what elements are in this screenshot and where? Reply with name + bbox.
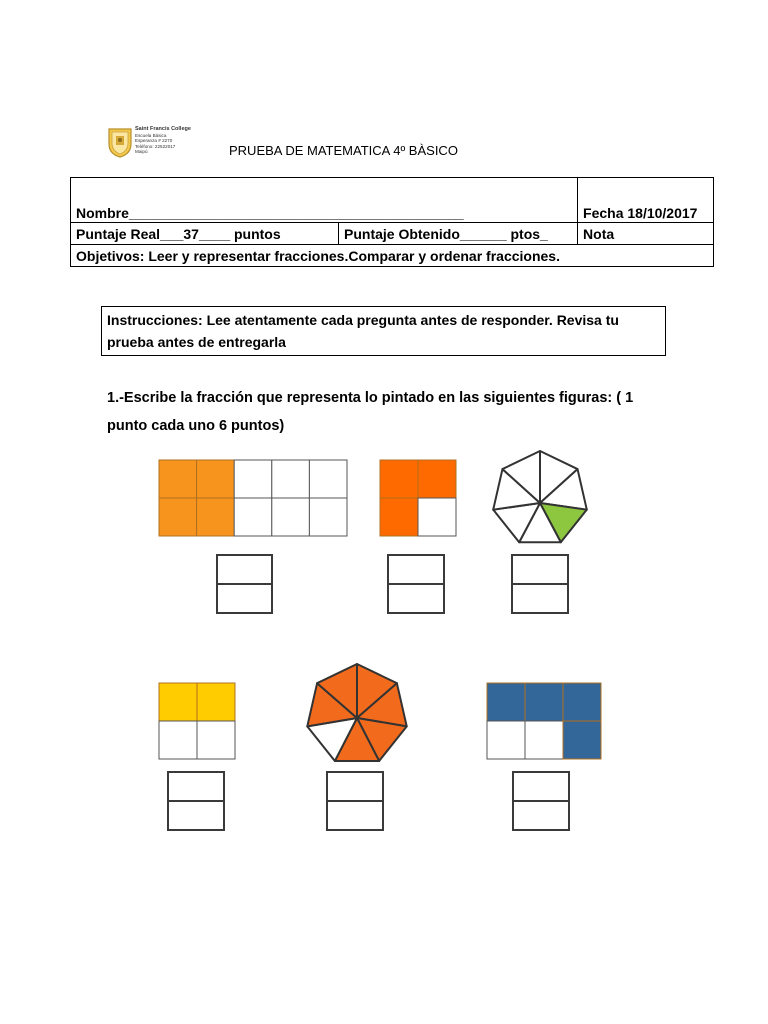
date-field: Fecha 18/10/2017 bbox=[578, 178, 714, 223]
shaded-cell bbox=[197, 683, 235, 721]
fraction-bar bbox=[513, 583, 567, 585]
shaded-cell bbox=[525, 683, 563, 721]
unshaded-cell bbox=[234, 460, 272, 498]
answer-box-3[interactable] bbox=[511, 554, 569, 614]
objectives: Objetivos: Leer y representar fracciones.Comparar y ordenar fracciones. bbox=[71, 245, 714, 267]
shaded-cell bbox=[159, 683, 197, 721]
answer-box-2[interactable] bbox=[387, 554, 445, 614]
school-logo bbox=[107, 126, 202, 160]
unshaded-cell bbox=[272, 460, 310, 498]
shaded-cell bbox=[418, 460, 456, 498]
school-logo-text: Saint Francis College Escuela Básica Esperanza # 2270 Teléfono: 22522017 Maipú bbox=[135, 126, 191, 155]
instructions-box: Instrucciones: Lee atentamente cada pregunta antes de responder. Revisa tu prueba antes de entregarla bbox=[101, 306, 666, 356]
unshaded-cell bbox=[309, 498, 347, 536]
fraction-bar bbox=[328, 800, 382, 802]
figure-6-rectangle-grid bbox=[486, 682, 602, 761]
shaded-cell bbox=[563, 721, 601, 759]
page-title: PRUEBA DE MATEMATICA 4º BÀSICO bbox=[229, 143, 458, 158]
shaded-cell bbox=[563, 683, 601, 721]
grade-field[interactable]: Nota bbox=[578, 223, 714, 245]
answer-box-6[interactable] bbox=[512, 771, 570, 831]
fraction-bar bbox=[389, 583, 443, 585]
shaded-cell bbox=[380, 498, 418, 536]
fraction-bar bbox=[169, 800, 223, 802]
obtained-score-field[interactable]: Puntaje Obtenido______ ptos_ bbox=[339, 223, 578, 245]
fraction-bar bbox=[514, 800, 568, 802]
answer-box-1[interactable] bbox=[216, 554, 273, 614]
unshaded-cell bbox=[272, 498, 310, 536]
name-field[interactable]: Nombre___________________________________________ bbox=[71, 178, 578, 223]
unshaded-cell bbox=[487, 721, 525, 759]
unshaded-cell bbox=[234, 498, 272, 536]
shaded-cell bbox=[197, 498, 235, 536]
shaded-cell bbox=[380, 460, 418, 498]
figure-5-heptagon bbox=[303, 660, 411, 765]
unshaded-cell bbox=[159, 721, 197, 759]
fraction-bar bbox=[218, 583, 271, 585]
student-info-table bbox=[70, 177, 714, 267]
shaded-cell bbox=[487, 683, 525, 721]
figure-2-square-grid bbox=[379, 459, 457, 538]
unshaded-cell bbox=[525, 721, 563, 759]
question-1: 1.-Escribe la fracción que representa lo pintado en las siguientes figuras: ( 1 punto cada uno 6 puntos) bbox=[107, 390, 634, 434]
real-score-field: Puntaje Real___37____ puntos bbox=[71, 223, 339, 245]
answer-box-4[interactable] bbox=[167, 771, 225, 831]
figure-4-square-grid bbox=[158, 682, 236, 761]
unshaded-cell bbox=[418, 498, 456, 536]
unshaded-cell bbox=[197, 721, 235, 759]
answer-box-5[interactable] bbox=[326, 771, 384, 831]
figure-1-rectangle-grid bbox=[158, 459, 348, 538]
school-crest-icon bbox=[107, 126, 133, 158]
shaded-cell bbox=[159, 460, 197, 498]
shaded-cell bbox=[197, 460, 235, 498]
unshaded-cell bbox=[309, 460, 347, 498]
shaded-cell bbox=[159, 498, 197, 536]
figure-3-heptagon bbox=[489, 447, 591, 547]
